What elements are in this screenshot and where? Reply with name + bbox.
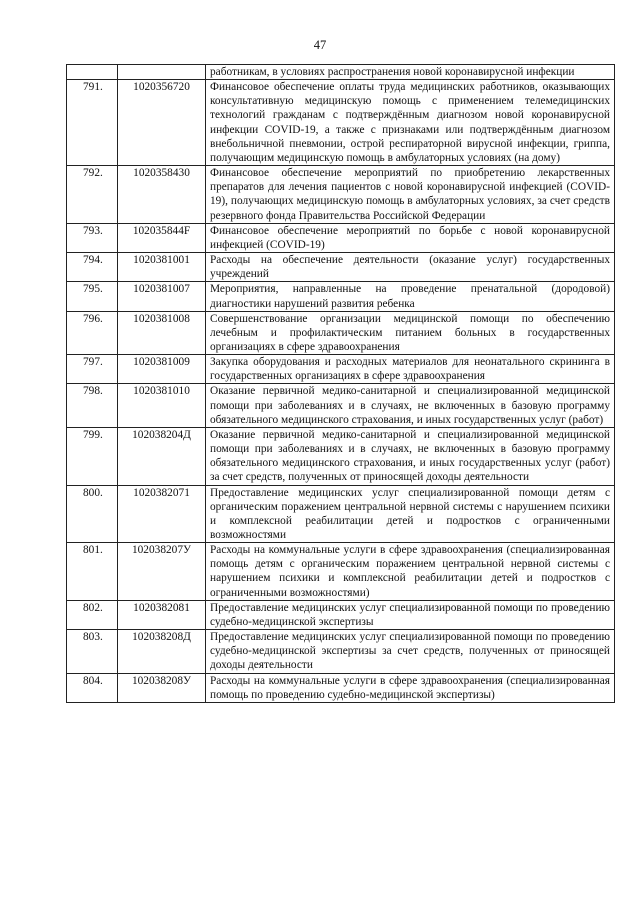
row-number [67,65,118,80]
table-row [67,253,615,282]
row-description: Мероприятия, направленные на проведение пренатальной (дородовой) диагностики нарушений развития ребенка [206,282,615,311]
row-code: 1020356720 [118,80,206,166]
row-number: 798. [67,384,118,427]
row-description: Финансовое обеспечение мероприятий по приобретению лекарственных препаратов для лечения пациентов с новой коронавирусной инфекцией (COVID-19), получающих медицинскую помощь в амбулаторных условиях, за счет средств резервного фонда Правительства Российской Федерации [206,166,615,224]
row-code: 102035844F [118,223,206,252]
row-description: Финансовое обеспечение оплаты труда медицинских работников, оказывающих консультативную медицинскую помощь с применением телемедицинских технологий гражданам с подтверждённым диагнозом новой коронавирусной инфекции COVID-19, а также с признаками или подтверждённым диагнозом внебольничной пневмонии, острой респираторной вирусной инфекции, гриппа, получающим медицинскую помощь в амбулаторных условиях (на дому) [206,80,615,166]
row-description: Финансовое обеспечение мероприятий по борьбе с новой коронавирусной инфекцией (COVID-19) [206,223,615,252]
row-number: 792. [67,166,118,224]
row-number: 799. [67,427,118,485]
table-row [67,311,615,354]
budget-code-table [66,64,615,703]
table-row [67,485,615,543]
row-code: 1020358430 [118,166,206,224]
table-row [67,384,615,427]
table-row [67,80,615,166]
table-row [67,282,615,311]
row-code: 1020382081 [118,600,206,629]
table-row [67,673,615,702]
row-number: 803. [67,630,118,673]
table-row [67,630,615,673]
table-row [67,600,615,629]
row-number: 795. [67,282,118,311]
table-row [67,65,615,80]
table-row [67,543,615,601]
table-row [67,355,615,384]
row-description: Расходы на обеспечение деятельности (оказание услуг) государственных учреждений [206,253,615,282]
row-code: 1020381009 [118,355,206,384]
row-description: Совершенствование организации медицинской помощи по обеспечению лечебным и профилактическим питанием больных в государственных организациях в сфере здравоохранения [206,311,615,354]
row-number: 804. [67,673,118,702]
row-description: Предоставление медицинских услуг специализированной помощи детям с органическим поражением центральной нервной системы с нарушением психики и комплексной реабилитации детей и подростков с ограниченными возможностями [206,485,615,543]
row-code: 1020381001 [118,253,206,282]
page-number: 47 [313,38,327,52]
row-number: 802. [67,600,118,629]
row-code: 1020381007 [118,282,206,311]
row-description: Закупка оборудования и расходных материалов для неонатального скрининга в государственных организациях в сфере здравоохранения [206,355,615,384]
row-number: 801. [67,543,118,601]
row-description: Предоставление медицинских услуг специализированной помощи по проведению судебно-медицинской экспертизы за счет средств, полученных от приносящей доходы деятельности [206,630,615,673]
table-row [67,223,615,252]
table-row [67,427,615,485]
row-code [118,65,206,80]
row-code: 1020381008 [118,311,206,354]
row-code: 102038207У [118,543,206,601]
table-body [67,65,615,703]
row-description: Оказание первичной медико-санитарной и специализированной медицинской помощи при заболеваниях и в случаях, не включенных в базовую программу обязательного медицинского страхования, и иных государственных услуг (работ) [206,384,615,427]
row-number: 794. [67,253,118,282]
row-description: Предоставление медицинских услуг специализированной помощи по проведению судебно-медицинской экспертизы [206,600,615,629]
row-description: работникам, в условиях распространения новой коронавирусной инфекции [206,65,615,80]
row-description: Оказание первичной медико-санитарной и специализированной медицинской помощи при заболеваниях и в случаях, не включенных в базовую программу обязательного медицинского страхования, и иных государственных услуг (работ) за счет средств, полученных от приносящей доходы деятельности [206,427,615,485]
row-description: Расходы на коммунальные услуги в сфере здравоохранения (специализированная помощь по проведению судебно-медицинской экспертизы) [206,673,615,702]
row-code: 102038208Д [118,630,206,673]
row-number: 797. [67,355,118,384]
row-number: 800. [67,485,118,543]
row-number: 791. [67,80,118,166]
table-row [67,166,615,224]
row-code: 1020381010 [118,384,206,427]
row-code: 102038204Д [118,427,206,485]
row-description: Расходы на коммунальные услуги в сфере здравоохранения (специализированная помощь детям с органическим поражением центральной нервной системы с нарушением психики и комплексной реабилитации детей и подростков с ограниченными возможностями) [206,543,615,601]
row-number: 793. [67,223,118,252]
row-number: 796. [67,311,118,354]
row-code: 102038208У [118,673,206,702]
row-code: 1020382071 [118,485,206,543]
